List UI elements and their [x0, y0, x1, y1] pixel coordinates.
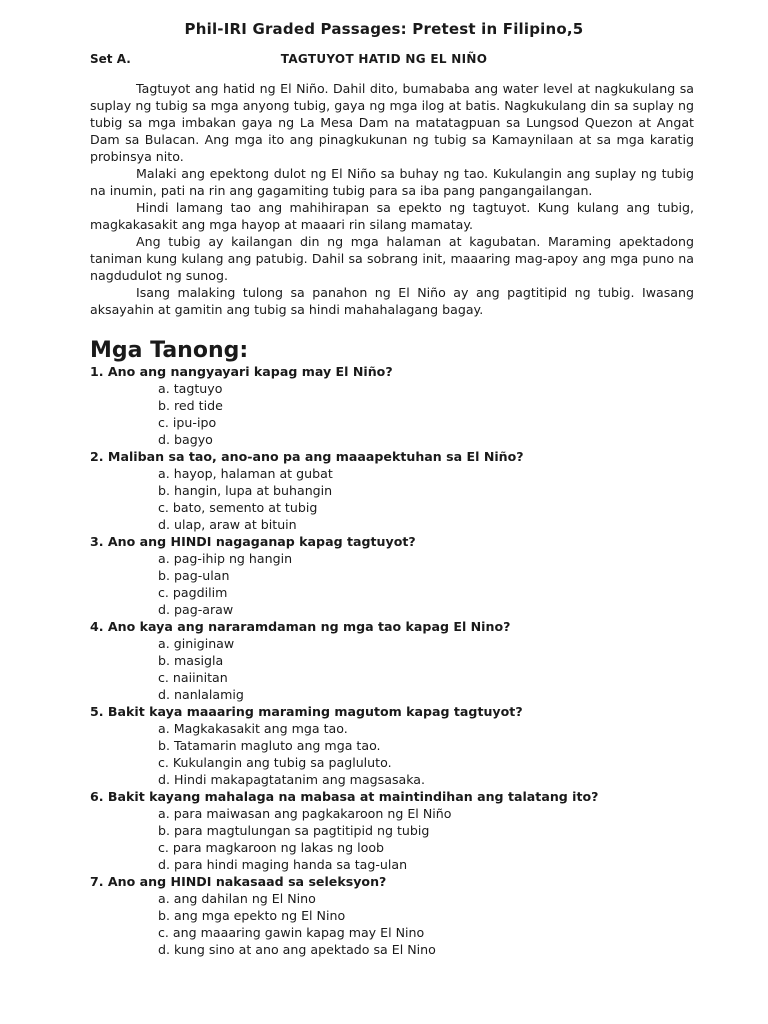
answer-option: d. Hindi makapagtatanim ang magsasaka.: [158, 772, 426, 787]
questions-heading: Mga Tanong:: [90, 338, 249, 363]
questions-list: [90, 363, 710, 958]
answer-option: d. pag-araw: [158, 602, 234, 617]
question-text: 1. Ano ang nangyayari kapag may El Niño?: [90, 364, 393, 379]
question-text: 5. Bakit kaya maaaring maraming magutom kapag tagtuyot?: [90, 704, 523, 719]
answer-option: a. Magkakasakit ang mga tao.: [158, 721, 348, 736]
passage-paragraph: Isang malaking tulong sa panahon ng El Niño ay ang pagtitipid ng tubig. Iwasang aksayahin at gamitin ang tubig sa hindi mahahalagang bagay.: [90, 285, 694, 317]
question-item: [90, 618, 710, 703]
question-item: [90, 873, 710, 958]
question-text: 7. Ano ang HINDI nakasaad sa seleksyon?: [90, 874, 387, 889]
answer-option: b. para magtulungan sa pagtitipid ng tubig: [158, 823, 430, 838]
question-text: 3. Ano ang HINDI nagaganap kapag tagtuyot?: [90, 534, 416, 549]
passage-paragraph: Hindi lamang tao ang mahihirapan sa epekto ng tagtuyot. Kung kulang ang tubig, magkakasakit ang mga hayop at maaari rin silang mamatay.: [90, 200, 694, 232]
answer-option: c. para magkaroon ng lakas ng loob: [158, 840, 385, 855]
question-item: [90, 448, 710, 533]
answer-option: c. ipu-ipo: [158, 415, 217, 430]
answer-option: c. Kukulangin ang tubig sa pagluluto.: [158, 755, 392, 770]
question-text: 4. Ano kaya ang nararamdaman ng mga tao kapag El Nino?: [90, 619, 511, 634]
answer-option: b. masigla: [158, 653, 224, 668]
question-text: 6. Bakit kayang mahalaga na mabasa at maintindihan ang talatang ito?: [90, 789, 599, 804]
document-title: Phil-IRI Graded Passages: Pretest in Filipino,5: [184, 20, 584, 38]
answer-option: d. nanlalamig: [158, 687, 244, 702]
question-item: [90, 788, 710, 873]
answer-option: a. tagtuyo: [158, 381, 223, 396]
story-title: TAGTUYOT HATID NG EL NIÑO: [280, 52, 488, 66]
answer-option: b. pag-ulan: [158, 568, 230, 583]
answer-option: a. hayop, halaman at gubat: [158, 466, 333, 481]
answer-option: b. Tatamarin magluto ang mga tao.: [158, 738, 381, 753]
answer-option: b. ang mga epekto ng El Nino: [158, 908, 346, 923]
answer-option: c. bato, semento at tubig: [158, 500, 318, 515]
answer-option: a. giniginaw: [158, 636, 235, 651]
answer-option: c. ang maaaring gawin kapag may El Nino: [158, 925, 425, 940]
answer-option: d. kung sino at ano ang apektado sa El Nino: [158, 942, 436, 957]
set-label: Set A.: [90, 52, 131, 66]
answer-option: c. pagdilim: [158, 585, 228, 600]
passage: [90, 80, 694, 318]
answer-option: d. ulap, araw at bituin: [158, 517, 297, 532]
passage-paragraph: Tagtuyot ang hatid ng El Niño. Dahil dito, bumababa ang water level at nagkukulang sa suplay ng tubig sa mga anyong tubig, gaya ng mga ilog at batis. Nagkukulang din sa suplay ng tubig sa mga imbakan gaya ng La Mesa Dam na matatagpuan sa Lungsod Quezon at Angat Dam sa Bulacan. Ang mga ito ang pinagkukunan ng tubig sa Kamaynilaan at sa mga karatig probinsya nito.: [90, 81, 694, 164]
answer-option: b. hangin, lupa at buhangin: [158, 483, 333, 498]
answer-option: a. para maiwasan ang pagkakaroon ng El Niño: [158, 806, 452, 821]
question-item: [90, 533, 710, 618]
passage-paragraph: Ang tubig ay kailangan din ng mga halaman at kagubatan. Maraming apektadong taniman kung kulang ang patubig. Dahil sa sobrang init, maaaring mag-apoy ang mga puno na nagdudulot ng sunog.: [90, 234, 694, 283]
answer-option: a. ang dahilan ng El Nino: [158, 891, 316, 906]
answer-option: b. red tide: [158, 398, 223, 413]
question-item: [90, 703, 710, 788]
answer-option: d. para hindi maging handa sa tag-ulan: [158, 857, 408, 872]
question-item: [90, 363, 710, 448]
passage-paragraph: Malaki ang epektong dulot ng El Niño sa buhay ng tao. Kukulangin ang suplay ng tubig na inumin, pati na rin ang gagamiting tubig para sa iba pang pangangailangan.: [90, 166, 694, 198]
answer-option: d. bagyo: [158, 432, 213, 447]
question-text: 2. Maliban sa tao, ano-ano pa ang maaapektuhan sa El Niño?: [90, 449, 524, 464]
answer-option: a. pag-ihip ng hangin: [158, 551, 293, 566]
answer-option: c. naiinitan: [158, 670, 228, 685]
